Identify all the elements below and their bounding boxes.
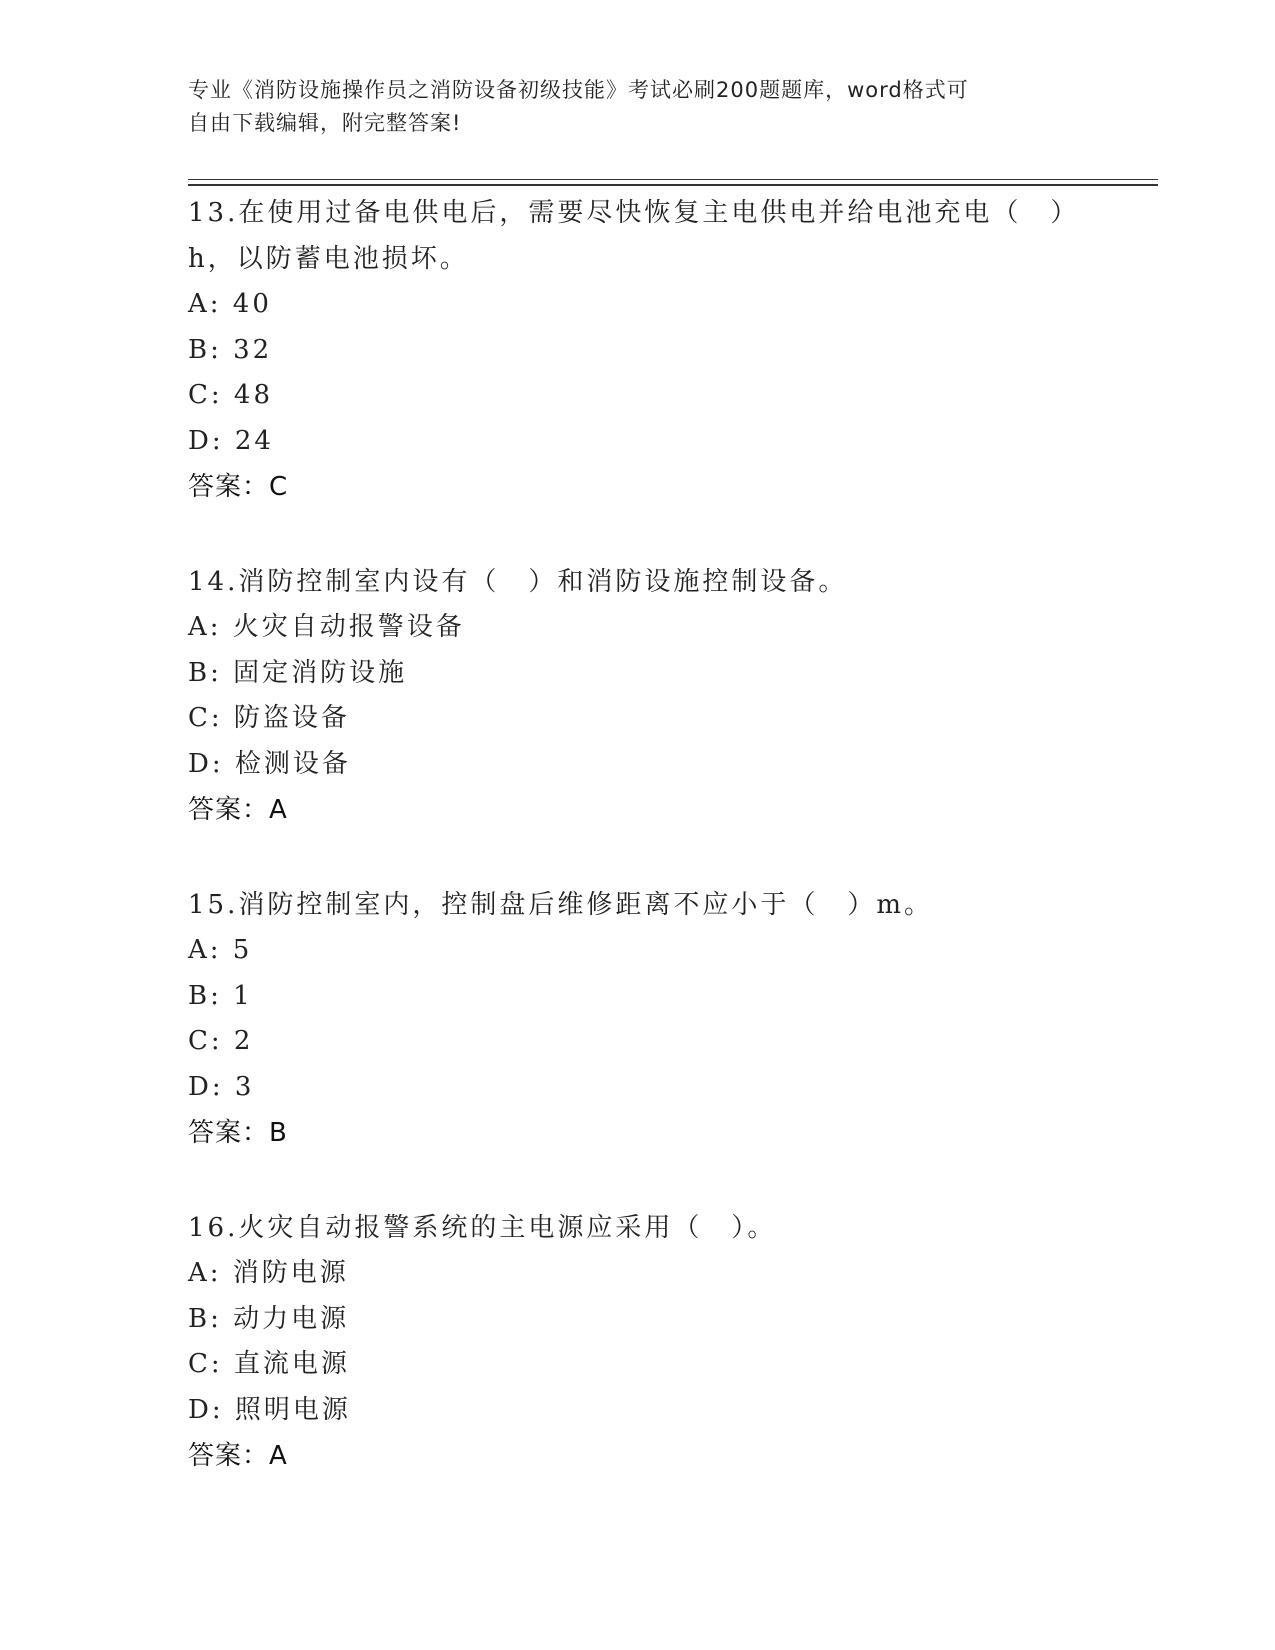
question-13 [188, 190, 1168, 510]
question-list [188, 190, 1168, 1528]
answer: 答案：C [188, 472, 289, 502]
header-divider-thin [188, 179, 1158, 180]
question-text: 15.消防控制室内，控制盘后维修距离不应小于（ ）m。 [188, 890, 934, 920]
option-a: A: 消防电源 [188, 1258, 349, 1288]
question-16 [188, 1205, 1168, 1479]
option-d: D: 24 [188, 425, 274, 456]
document-header [188, 74, 1088, 140]
answer: 答案：A [188, 1441, 288, 1471]
header-divider-thick [188, 184, 1158, 186]
question-14 [188, 559, 1168, 833]
answer: 答案：A [188, 795, 288, 825]
question-text-cont: h，以防蓄电池损坏。 [188, 244, 469, 274]
option-c: C: 直流电源 [188, 1349, 350, 1379]
option-a: A: 5 [188, 935, 253, 965]
header-line-2: 自由下载编辑，附完整答案! [188, 111, 462, 135]
option-c: C: 防盗设备 [188, 703, 350, 733]
option-b: B: 动力电源 [188, 1303, 350, 1334]
question-15 [188, 882, 1168, 1156]
option-b: B: 固定消防设施 [188, 657, 408, 688]
option-b: B: 32 [188, 334, 273, 365]
option-d: D: 照明电源 [188, 1394, 351, 1425]
option-d: D: 检测设备 [188, 748, 351, 779]
answer: 答案：B [188, 1118, 288, 1148]
option-c: C: 48 [188, 380, 274, 410]
option-b: B: 1 [188, 980, 253, 1011]
option-a: A: 火灾自动报警设备 [188, 612, 465, 642]
question-text: 13.在使用过备电供电后，需要尽快恢复主电供电并给电池充电（ ） [188, 198, 1080, 228]
option-d: D: 3 [188, 1071, 255, 1102]
question-text: 16.火灾自动报警系统的主电源应采用（ ）。 [188, 1213, 777, 1243]
question-text: 14.消防控制室内设有（ ）和消防设施控制设备。 [188, 567, 848, 597]
option-a: A: 40 [188, 289, 272, 319]
header-line-1: 专业《消防设施操作员之消防设备初级技能》考试必刷200题题库，word格式可 [188, 78, 969, 102]
option-c: C: 2 [188, 1026, 254, 1056]
